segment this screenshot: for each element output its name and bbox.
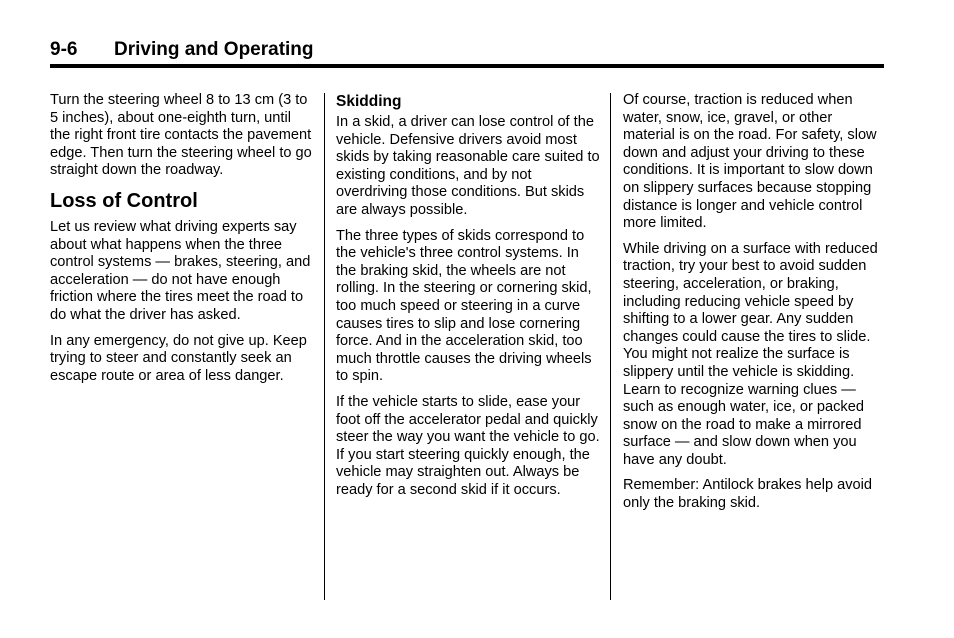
column-divider	[610, 93, 611, 600]
paragraph: Remember: Antilock brakes help avoid only the braking skid.	[623, 477, 873, 512]
column-2	[336, 92, 601, 507]
paragraph: If the vehicle starts to slide, ease your foot off the accelerator pedal and quickly steer the way you want the vehicle to go. If you start steering quickly enough, the vehicle may straighten out. Always be ready for a second skid if it occurs.	[336, 393, 600, 498]
paragraph: In a skid, a driver can lose control of the vehicle. Defensive drivers avoid most skids by taking reasonable care suited to existing conditions, and by not overdriving those conditions. But skids are always possible.	[336, 114, 600, 218]
section-title: Driving and Operating	[114, 39, 314, 60]
page-number: 9-6	[50, 39, 78, 60]
paragraph: In any emergency, do not give up. Keep trying to steer and constantly seek an escape route or area of less danger.	[50, 332, 307, 384]
column-3	[623, 92, 887, 521]
paragraph: The three types of skids correspond to the vehicle's three control systems. In the braking skid, the wheels are not rolling. In the steering or cornering skid, too much speed or steering in a curve causes tires to slip and lose cornering force. And in the acceleration skid, too much throttle causes the driving wheels to spin.	[336, 227, 592, 385]
column-1	[50, 92, 312, 393]
intro-paragraph: Turn the steering wheel 8 to 13 cm (3 to 5 inches), about one-eighth turn, until the right front tire contacts the pavement edge. Then turn the steering wheel to go straight down the roadway.	[50, 92, 312, 179]
skidding-heading: Skidding	[336, 93, 402, 110]
paragraph: Let us review what driving experts say about what happens when the three control systems — brakes, steering, and acceleration — do not have enough friction where the tires meet the road to do what the driver has asked.	[50, 218, 311, 323]
paragraph: Of course, traction is reduced when water, snow, ice, gravel, or other material is on the road. For safety, slow down and adjust your driving to these conditions. It is important to slow down on slippery surfaces because stopping distance is longer and vehicle control more limited.	[623, 92, 877, 232]
loss-of-control-heading: Loss of Control	[50, 189, 198, 212]
page-header	[50, 38, 884, 68]
paragraph: While driving on a surface with reduced traction, try your best to avoid sudden steering, acceleration, or braking, including reducing vehicle speed by shifting to a lower gear. Any sudden changes could cause the tires to slide. You might not realize the surface is slippery until the vehicle is skidding. Learn to recognize warning clues — such as enough water, ice, or packed snow on the road to make a mirrored surface — and slow down when you have any doubt.	[623, 240, 878, 468]
column-divider	[324, 93, 325, 600]
